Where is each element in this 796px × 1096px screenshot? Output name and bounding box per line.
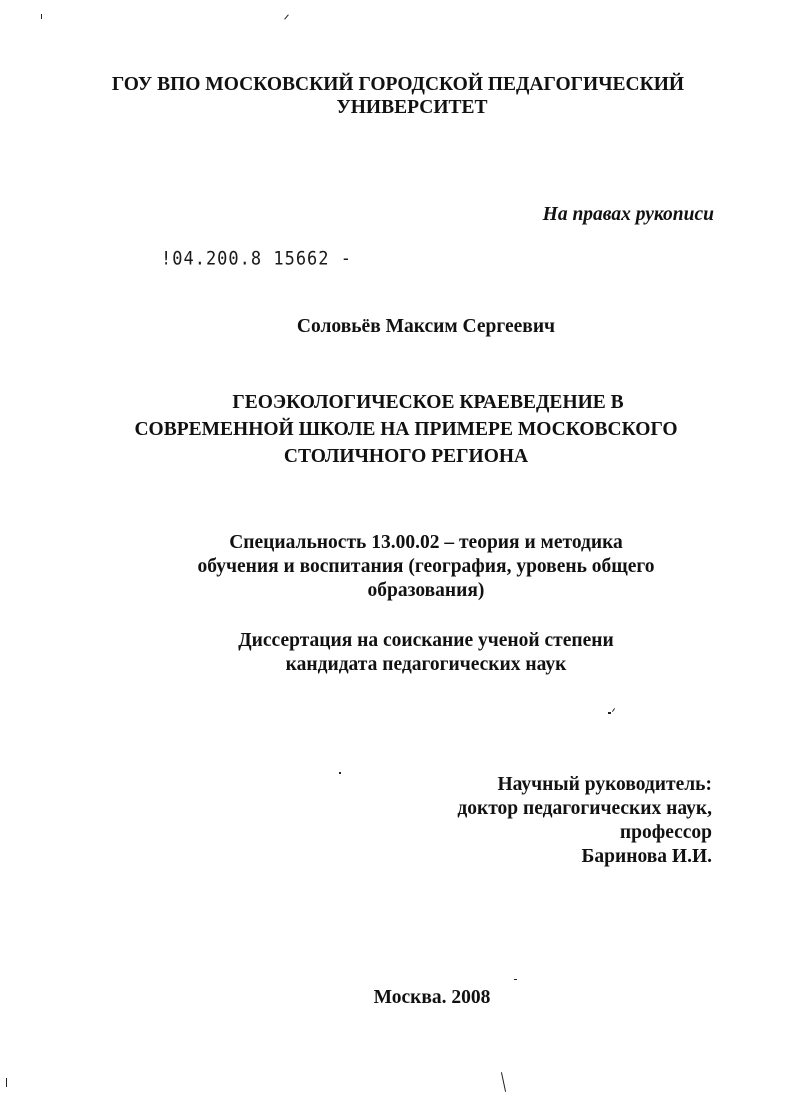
supervisor-name: Баринова И.И. <box>581 846 712 867</box>
dissertation-title-line-2: СОВРЕМЕННОЙ ШКОЛЕ НА ПРИМЕРЕ МОСКОВСКОГО <box>134 419 678 440</box>
degree-line-1: Диссертация на соискание ученой степени <box>238 630 614 651</box>
manuscript-note: На правах рукописи <box>542 204 714 225</box>
scan-artifact <box>41 14 42 19</box>
author-name: Соловьёв Максим Сергеевич <box>296 316 556 337</box>
university-name-line-2: УНИВЕРСИТЕТ <box>336 97 488 118</box>
scan-artifact <box>501 1072 506 1092</box>
catalog-stamp: !04.200.8 15662 - <box>161 248 352 270</box>
scan-artifact <box>514 979 517 980</box>
specialty-line-2: обучения и воспитания (география, уровень общего <box>197 556 655 577</box>
specialty-line-1: Специальность 13.00.02 – теория и методика <box>229 532 623 553</box>
dissertation-title-line-1: ГЕОЭКОЛОГИЧЕСКОЕ КРАЕВЕДЕНИЕ В <box>232 392 624 413</box>
dissertation-title-line-3: СТОЛИЧНОГО РЕГИОНА <box>283 446 529 467</box>
degree-line-2: кандидата педагогических наук <box>285 654 567 675</box>
specialty-line-3: образования) <box>367 580 485 601</box>
scan-artifact <box>612 708 615 712</box>
scan-artifact <box>339 772 341 774</box>
scan-artifact <box>608 712 611 714</box>
scan-artifact <box>284 14 289 19</box>
supervisor-degree: доктор педагогических наук, <box>457 798 712 819</box>
city-year: Москва. 2008 <box>373 987 491 1008</box>
supervisor-label: Научный руководитель: <box>497 774 712 795</box>
scan-artifact <box>6 1078 7 1087</box>
university-name-line-1: ГОУ ВПО МОСКОВСКИЙ ГОРОДСКОЙ ПЕДАГОГИЧЕСКИЙ <box>111 74 685 95</box>
supervisor-title: профессор <box>619 822 712 843</box>
